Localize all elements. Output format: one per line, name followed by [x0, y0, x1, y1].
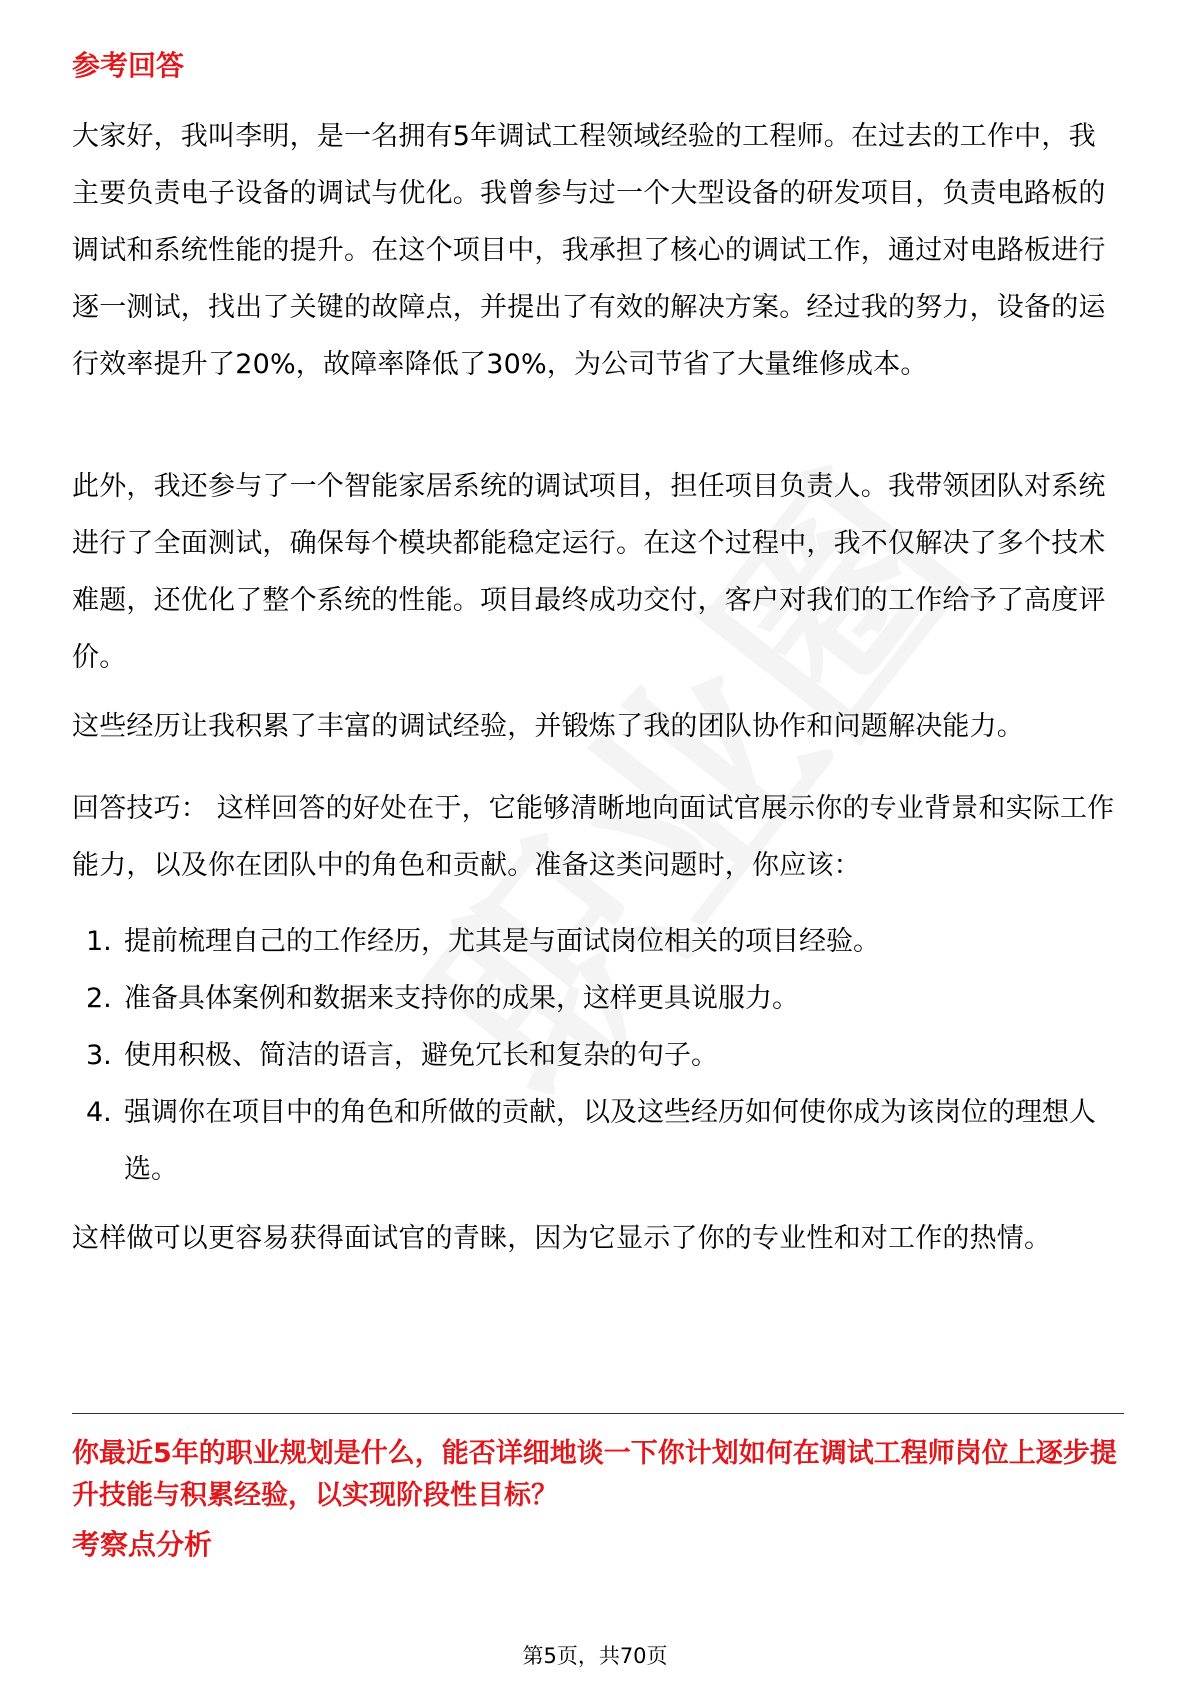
tips-list: [72, 913, 1122, 1198]
list-text: 提前梳理自己的工作经历，尤其是与面试岗位相关的项目经验。: [124, 926, 880, 957]
list-number: 4.: [86, 1097, 112, 1128]
list-text: 强调你在项目中的角色和所做的贡献，以及这些经历如何使你成为该岗位的理想人选。: [124, 1097, 1096, 1185]
section-heading-reference-answer: 参考回答: [72, 49, 185, 82]
list-number: 1.: [86, 926, 112, 957]
paragraph-smart-home: 此外，我还参与了一个智能家居系统的调试项目，担任项目负责人。我带领团队对系统进行了全面测试，确保每个模块都能稳定运行。在这个过程中，我不仅解决了多个技术难题，还优化了整个系统的性能。项目最终成功交付，客户对我们的工作给予了高度评价。: [72, 471, 1106, 673]
list-item: [72, 1027, 1122, 1084]
page-footer: 第5页，共70页: [522, 1644, 668, 1668]
list-item: [72, 913, 1122, 970]
list-item: [72, 970, 1122, 1027]
paragraph-summary: 这些经历让我积累了丰富的调试经验，并锻炼了我的团队协作和问题解决能力。: [72, 711, 1024, 742]
section-divider: [72, 1413, 1124, 1414]
paragraph-answer-tips: 回答技巧： 这样回答的好处在于，它能够清晰地向面试官展示你的专业背景和实际工作能力，以及你在团队中的角色和贡献。准备这类问题时，你应该：: [72, 793, 1115, 881]
list-text: 准备具体案例和数据来支持你的成果，这样更具说服力。: [124, 983, 799, 1014]
next-question: 你最近5年的职业规划是什么，能否详细地谈一下你计划如何在调试工程师岗位上逐步提升技能与积累经验，以实现阶段性目标？: [72, 1438, 1117, 1511]
list-text: 使用积极、简洁的语言，避免冗长和复杂的句子。: [124, 1040, 718, 1071]
paragraph-closing: 这样做可以更容易获得面试官的青睐，因为它显示了你的专业性和对工作的热情。: [72, 1223, 1052, 1254]
list-number: 2.: [86, 983, 112, 1014]
list-number: 3.: [86, 1040, 112, 1071]
paragraph-intro: 大家好，我叫李明，是一名拥有5年调试工程领域经验的工程师。在过去的工作中，我主要负责电子设备的调试与优化。我曾参与过一个大型设备的研发项目，负责电路板的调试和系统性能的提升。在这个项目中，我承担了核心的调试工作，通过对电路板进行逐一测试，找出了关键的故障点，并提出了有效的解决方案。经过我的努力，设备的运行效率提升了20%，故障率降低了30%，为公司节省了大量维修成本。: [72, 121, 1106, 380]
section-heading-analysis: 考察点分析: [72, 1528, 213, 1561]
list-item: [72, 1084, 1122, 1198]
